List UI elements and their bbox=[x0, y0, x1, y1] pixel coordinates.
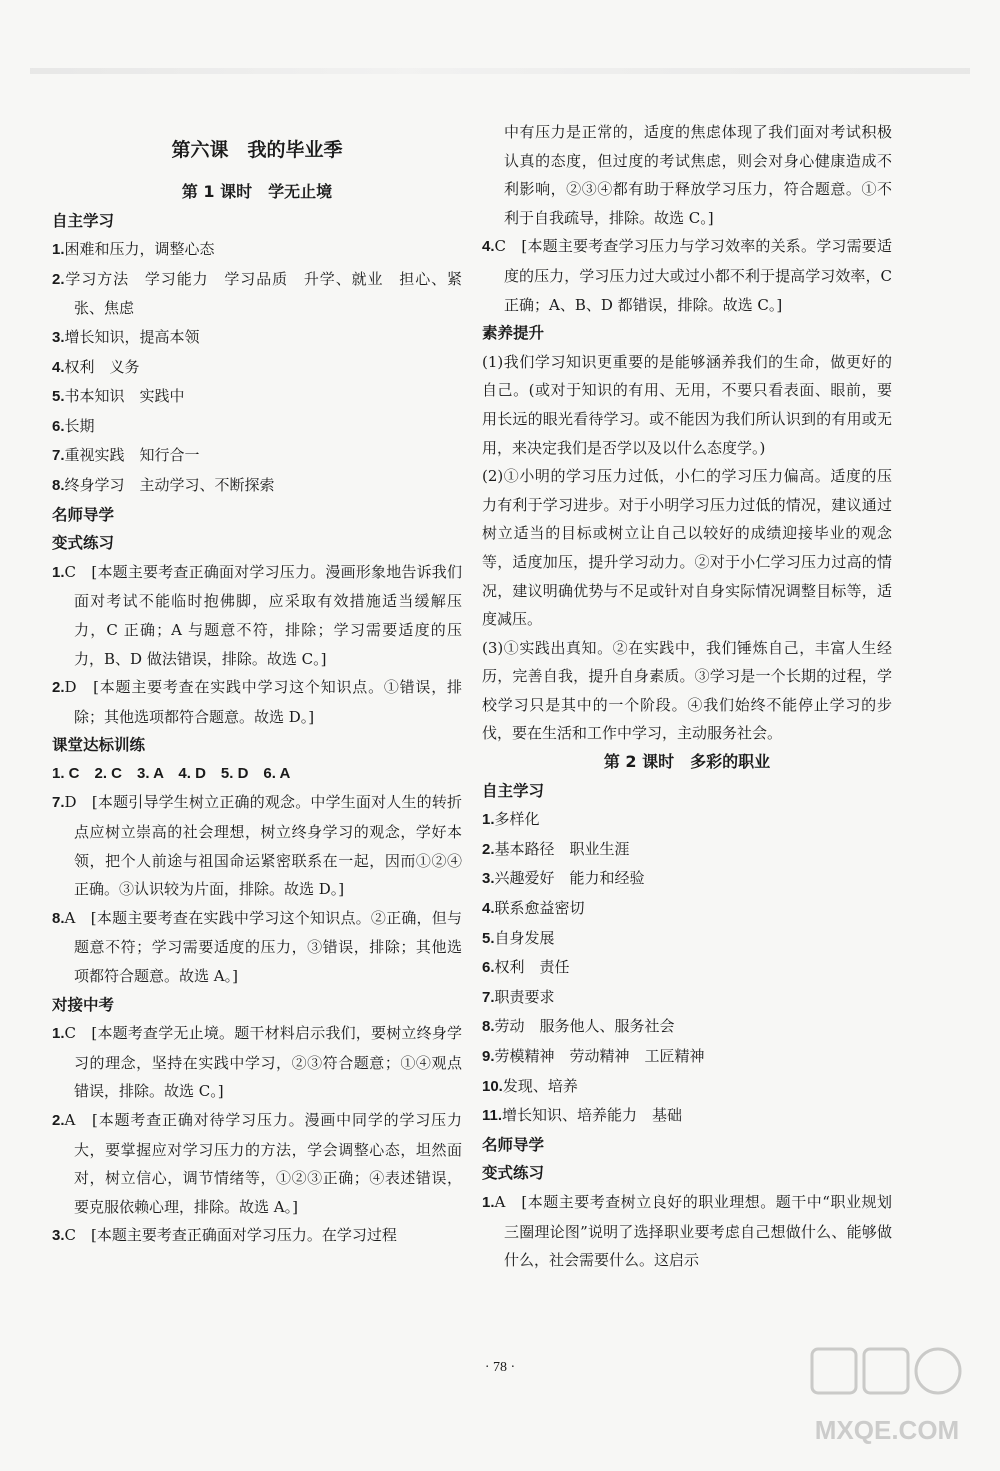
list-item: 1.困难和压力，调整心态 bbox=[52, 240, 215, 259]
answer-item: 4.C [本题主要考查学习压力与学习效率的关系。学习需要适度的压力，学习压力过大或过小都不利于提高学习效率，C 正确；A、B、D 都错误，排除。故选 C。] bbox=[482, 237, 892, 314]
lesson-2-title: 第 2 课时 多彩的职业 bbox=[603, 752, 771, 772]
answer-item: 1.A [本题主要考查树立良好的职业理想。题干中“职业规划三圈理论图”说明了选择职业要考虑自己想做什么、能够做什么，社会需要什么。这启示 bbox=[482, 1192, 892, 1270]
list-item: 11.增长知识、培养能力 基础 bbox=[482, 1106, 683, 1125]
answer-item: 8.A [本题主要考查在实践中学习这个知识点。②正确，但与题意不符；学习需要适度的压力，③错误，排除；其他选项都符合题意。故选 A。] bbox=[52, 908, 462, 986]
list-item: 9.劳模精神 劳动精神 工匠精神 bbox=[482, 1047, 705, 1065]
right-column bbox=[482, 118, 892, 1275]
list-item: 10.发现、培养 bbox=[482, 1076, 578, 1095]
chapter-title: 第六课 我的毕业季 bbox=[171, 139, 343, 161]
literacy-paragraph: (1)我们学习知识更重要的是能够涵养我们的生命，做更好的自己。(或对于知识的有用、无用，不要只看表面、眼前，要用长远的眼光看待学习。或不能因为我们所认识到的有用或无用，来决定我们是否学以及以什么态度学。) bbox=[482, 352, 892, 457]
section-heading: 课堂达标训练 bbox=[52, 736, 146, 755]
list-item: 7.职责要求 bbox=[482, 987, 555, 1006]
answer-item: 1.C [本题考查学无止境。题干材料启示我们，要树立终身学习的理念，坚持在实践中学习，②③符合题意；①④观点错误，排除。故选 C。] bbox=[52, 1024, 462, 1101]
list-item: 5.自身发展 bbox=[482, 928, 555, 947]
section-heading: 名师导学 bbox=[482, 1135, 545, 1154]
section-heading: 名师导学 bbox=[52, 505, 115, 524]
answer-item: 1.C [本题主要考查正确面对学习压力。漫画形象地告诉我们面对考试不能临时抱佛脚，应采取有效措施适当缓解压力，C 正确；A 与题意不符，排除；学习需要适度的压力，B、D 做法错误，排除。故选 C。] bbox=[52, 562, 462, 668]
answer-item: 7.D [本题引导学生树立正确的观念。中学生面对人生的转折点应树立崇高的社会理想，树立终身学习的观念，学好本领，把个人前途与祖国命运紧密联系在一起，因而①②④正确。③认识较为片面，排除。故选 D。] bbox=[52, 793, 462, 899]
lesson-1-title: 第 1 课时 学无止境 bbox=[181, 182, 333, 201]
literacy-paragraph: (3)①实践出真知。②在实践中，我们锤炼自己，丰富人生经历，完善自我，提升自身素质。③学习是一个长期的过程，学校学习只是其中的一个阶段。④我们始终不能停止学习的步伐，要在生活和工作中学习，主动服务社会。 bbox=[482, 638, 892, 743]
page-number: · 78 · bbox=[484, 1360, 516, 1375]
scan-artifact bbox=[30, 68, 970, 74]
continued-answer: 中有压力是正常的，适度的焦虑体现了我们面对考试积极认真的态度，但过度的考试焦虑，则会对身心健康造成不利影响，②③④都有助于释放学习压力，符合题意。①不利于自我疏导，排除。故选 C。] bbox=[504, 123, 892, 227]
watermark-text: MXQE.COM bbox=[814, 1415, 960, 1445]
list-item: 1.多样化 bbox=[482, 810, 540, 829]
watermark-logo bbox=[792, 1339, 982, 1459]
answer-item: 2.A [本题考查正确对待学习压力。漫画中同学的学习压力大，要掌握应对学习压力的方法，学会调整心态，坦然面对，树立信心，调节情绪等，①②③正确；④表述错误，要克服依赖心理，排除。故选 A。] bbox=[52, 1111, 462, 1216]
list-item: 8.劳动 服务他人、服务社会 bbox=[482, 1017, 675, 1036]
list-item: 6.长期 bbox=[52, 416, 95, 435]
list-item: 5.书本知识 实践中 bbox=[52, 387, 185, 406]
section-heading: 素养提升 bbox=[482, 324, 545, 343]
list-item: 4.权利 义务 bbox=[52, 357, 140, 376]
list-item: 4.联系愈益密切 bbox=[482, 899, 585, 918]
list-item: 8.终身学习 主动学习、不断探索 bbox=[52, 475, 275, 494]
answer-item: 3.C [本题主要考查正确面对学习压力。在学习过程 bbox=[52, 1226, 397, 1245]
left-column bbox=[52, 120, 462, 1251]
list-item: 3.增长知识，提高本领 bbox=[52, 327, 200, 346]
list-item: 6.权利 责任 bbox=[482, 958, 570, 977]
section-heading: 自主学习 bbox=[482, 781, 545, 800]
answer-item: 2.D [本题主要考查在实践中学习这个知识点。①错误，排除；其他选项都符合题意。故选 D。] bbox=[52, 678, 462, 726]
subsection-heading: 变式练习 bbox=[52, 534, 115, 553]
section-heading: 对接中考 bbox=[52, 995, 115, 1014]
list-item: 3.兴趣爱好 能力和经验 bbox=[482, 869, 645, 888]
section-heading: 自主学习 bbox=[52, 211, 115, 230]
list-item: 2.学习方法 学习能力 学习品质 升学、就业 担心、紧张、焦虑 bbox=[52, 269, 462, 318]
self-study-list bbox=[482, 805, 892, 1131]
quick-answers: 1. C 2. C 3. A 4. D 5. D 6. A bbox=[52, 764, 291, 782]
literacy-paragraph: (2)①小明的学习压力过低，小仁的学习压力偏高。适度的压力有利于学习进步。对于小明学习压力过低的情况，建议通过树立适当的目标或树立让自己以较好的成绩迎接毕业的观念等，适度加压，提升学习动力。②对于小仁学习压力过高的情况，建议明确优势与不足或针对自身实际情况调整目标等，适度减压。 bbox=[482, 467, 892, 629]
subsection-heading: 变式练习 bbox=[482, 1164, 545, 1183]
self-study-list bbox=[52, 235, 462, 500]
list-item: 2.基本路径 职业生涯 bbox=[482, 839, 630, 858]
list-item: 7.重视实践 知行合一 bbox=[52, 446, 200, 465]
